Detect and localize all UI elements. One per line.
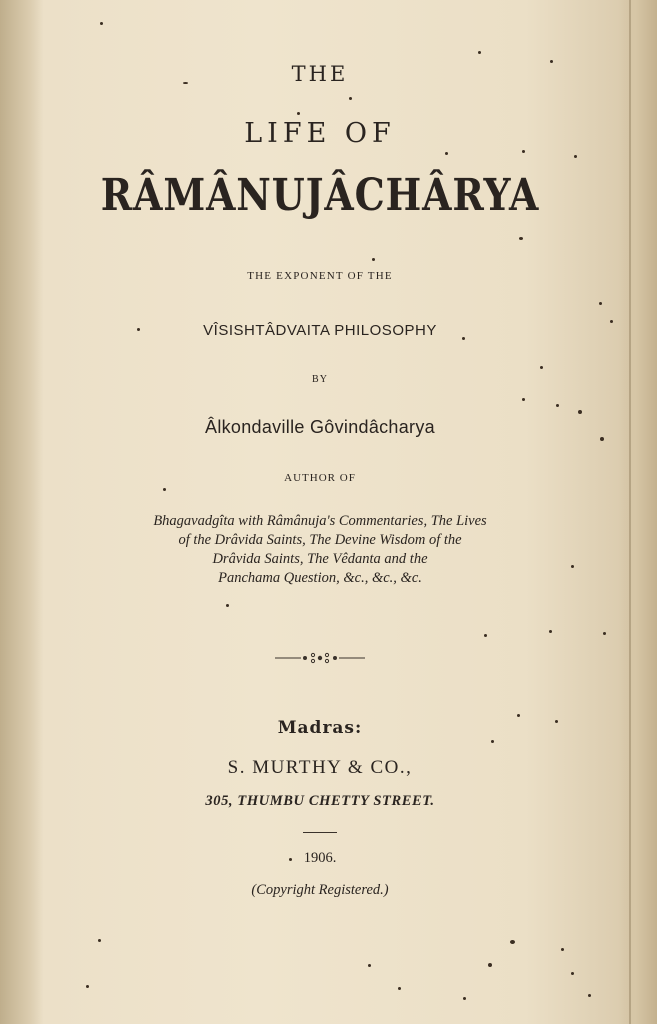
place-of-publication: Madras: [277, 718, 363, 738]
copyright-notice: (Copyright Registered.) [251, 882, 389, 898]
publication-year: 1906. [303, 850, 337, 866]
book-title: RÂMÂNUJÂCHÂRYA [100, 170, 540, 221]
short-rule [303, 832, 337, 833]
ornament-rule [40, 650, 600, 670]
ornament-icon [275, 650, 365, 666]
author-of-label: AUTHOR OF [284, 472, 356, 484]
publisher-address: 305, THUMBU CHETTY STREET. [205, 793, 435, 809]
works-line: Panchama Question, &c., &c., &c. [218, 570, 422, 586]
page-edge-line [629, 0, 631, 1024]
author-name: Âlkondaville Gôvindâcharya [205, 417, 435, 437]
works-line: Bhagavadgîta with Râmânuja's Commentaries, The Lives [153, 513, 487, 529]
philosophy-line: VÎSISHTÂDVAITA PHILOSOPHY [203, 322, 437, 339]
subtitle: THE EXPONENT OF THE [247, 270, 393, 282]
by-line: BY [312, 374, 328, 385]
works-line: of the Drâvida Saints, The Devine Wisdom of the [178, 532, 462, 548]
works-line: Drâvida Saints, The Vêdanta and the [212, 551, 428, 567]
page-edge [621, 0, 657, 1024]
publisher-name: S. MURTHY & CO., [227, 757, 413, 778]
title-the: THE [291, 62, 349, 86]
title-life-of: LIFE OF [244, 118, 396, 149]
binding-gutter [0, 0, 44, 1024]
works-list [40, 512, 600, 588]
